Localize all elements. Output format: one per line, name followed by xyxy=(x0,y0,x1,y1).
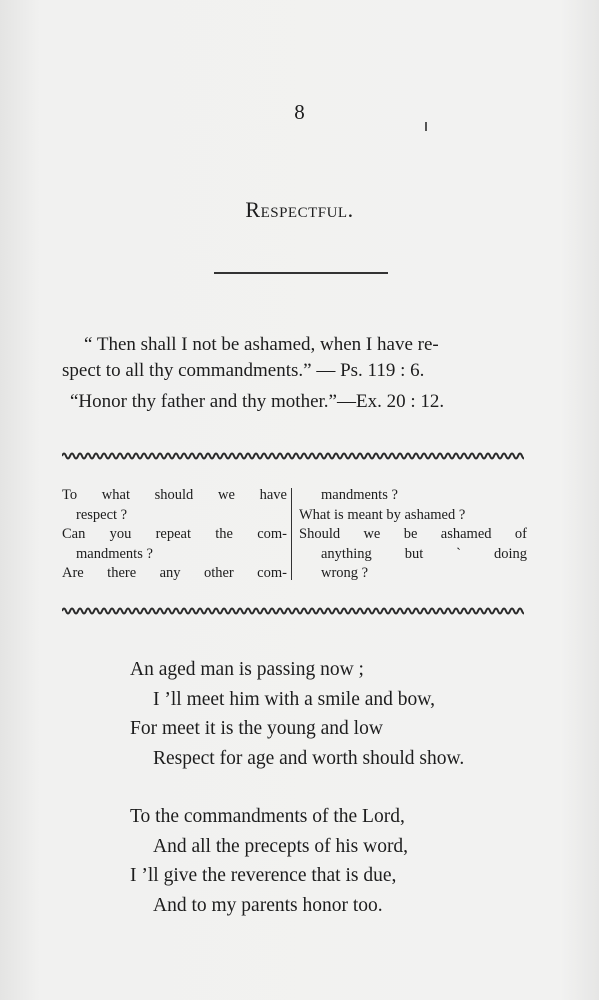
wavy-rule-bottom xyxy=(62,604,524,618)
question-word: Should xyxy=(299,526,341,542)
page-number: 8 xyxy=(294,100,305,124)
question-word: you xyxy=(109,526,132,542)
question-word: there xyxy=(107,565,137,581)
question-word: we xyxy=(217,487,235,503)
question-word: To xyxy=(62,487,78,503)
question-line xyxy=(62,564,287,584)
poem-line: Respect for age and worth should show. xyxy=(153,747,465,769)
page-title: Respectful. xyxy=(245,197,354,222)
question-word: we xyxy=(363,526,381,542)
wavy-rule-top xyxy=(62,449,524,463)
question-line: respect ? xyxy=(76,506,128,523)
poem-stanza-2 xyxy=(130,806,408,924)
question-line: mandments ? xyxy=(321,487,398,503)
question-line xyxy=(299,545,527,565)
poem-line: For meet it is the young and low xyxy=(130,718,383,739)
poem-stanza-1 xyxy=(130,659,464,777)
scripture-quote-line: “Honor thy father and thy mother.”—Ex. 20 : 12. xyxy=(70,391,445,412)
questions-right-column xyxy=(299,486,527,584)
question-line xyxy=(62,525,287,545)
question-word: Are xyxy=(62,565,84,581)
question-word: com- xyxy=(257,565,287,581)
question-line: mandments ? xyxy=(76,545,153,562)
ink-speck xyxy=(425,122,427,131)
question-word: other xyxy=(203,565,234,581)
poem-line: An aged man is passing now ; xyxy=(130,659,364,680)
poem-line: To the commandments of the Lord, xyxy=(130,806,405,827)
question-word: any xyxy=(159,565,181,581)
questions-left-column xyxy=(62,486,287,584)
question-word: but xyxy=(404,545,424,562)
poem-line: I ’ll meet him with a smile and bow, xyxy=(153,688,435,710)
poem-line: And to my parents honor too. xyxy=(153,894,383,916)
scripture-quote-line: spect to all thy commandments.” — Ps. 119 : 6. xyxy=(62,360,425,381)
question-word: have xyxy=(259,487,287,503)
question-word: of xyxy=(514,526,527,542)
question-line xyxy=(299,525,527,545)
question-word: Can xyxy=(62,526,86,542)
poem-line: I ’ll give the reverence that is due, xyxy=(130,865,397,886)
question-line: wrong ? xyxy=(321,565,369,581)
question-word: com- xyxy=(257,526,287,542)
question-word: doing xyxy=(493,545,527,562)
question-line xyxy=(62,486,287,506)
question-word: be xyxy=(403,526,418,542)
question-line: What is meant by ashamed ? xyxy=(299,506,466,523)
column-divider xyxy=(291,488,292,580)
question-word: repeat xyxy=(155,526,191,542)
question-word: anything xyxy=(321,545,372,562)
question-word: should xyxy=(154,487,194,503)
question-word: the xyxy=(215,526,233,542)
scripture-quote-line: “ Then shall I not be ashamed, when I have re- xyxy=(84,334,439,355)
title-rule xyxy=(214,272,388,274)
poem-line: And all the precepts of his word, xyxy=(153,835,409,857)
question-word: ` xyxy=(456,545,461,562)
question-word: ashamed xyxy=(440,526,492,542)
question-word: what xyxy=(101,487,130,503)
